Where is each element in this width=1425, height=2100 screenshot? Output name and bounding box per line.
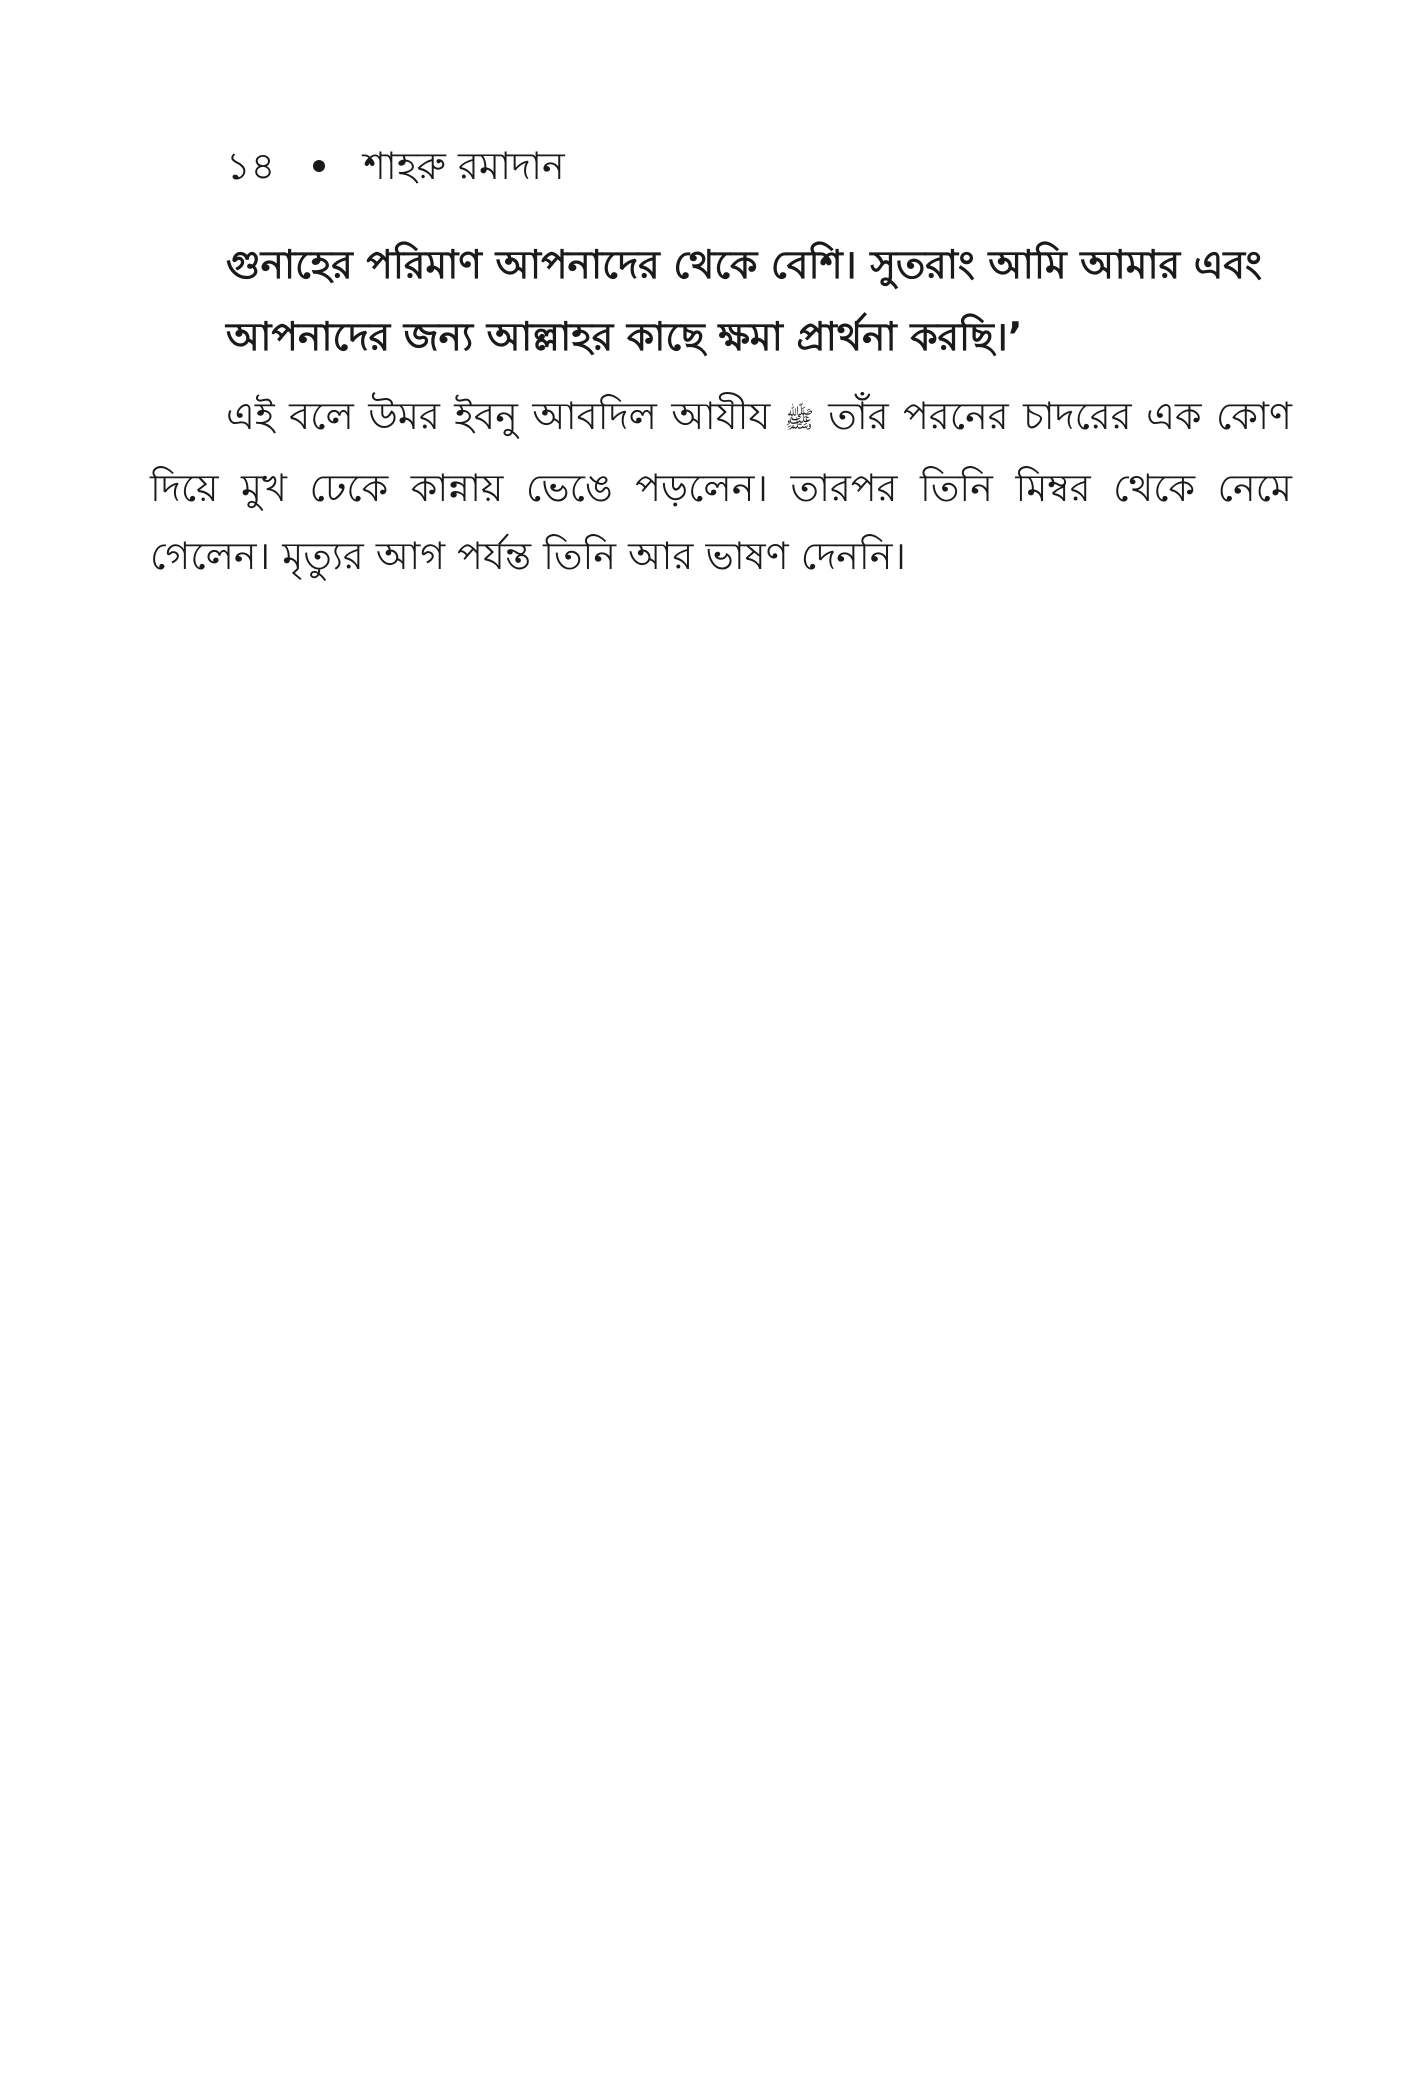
quote-block bbox=[226, 230, 1292, 374]
body-paragraph bbox=[150, 382, 1292, 590]
running-header bbox=[226, 138, 565, 194]
paragraph-text-start: এই বলে উমর ইবনু আবদিল আযীয bbox=[226, 394, 771, 438]
book-title: শাহরু রমাদান bbox=[363, 144, 565, 188]
quote-line-1: গুনাহের পরিমাণ আপনাদের থেকে বেশি। সুতরাং আমি আমার এবং bbox=[226, 243, 1262, 288]
page-number: ১৪ bbox=[226, 144, 276, 188]
paragraph-text-end: তাঁর পরনের চাদরের এক কোণ দিয়ে মুখ ঢেকে কান্নায় ভেঙে পড়লেন। তারপর তিনি মিম্বর থেকে নেমে গেলেন। মৃত্যুর আগ পর্যন্ত তিনি আর ভাষণ দেননি। bbox=[150, 394, 1292, 578]
honorific-symbol-icon: ﷺ bbox=[784, 405, 814, 434]
bullet-separator-icon bbox=[313, 160, 325, 172]
quote-line-2: আপনাদের জন্য আল্লাহর কাছে ক্ষমা প্রার্থনা করছি।’ bbox=[226, 315, 1023, 360]
